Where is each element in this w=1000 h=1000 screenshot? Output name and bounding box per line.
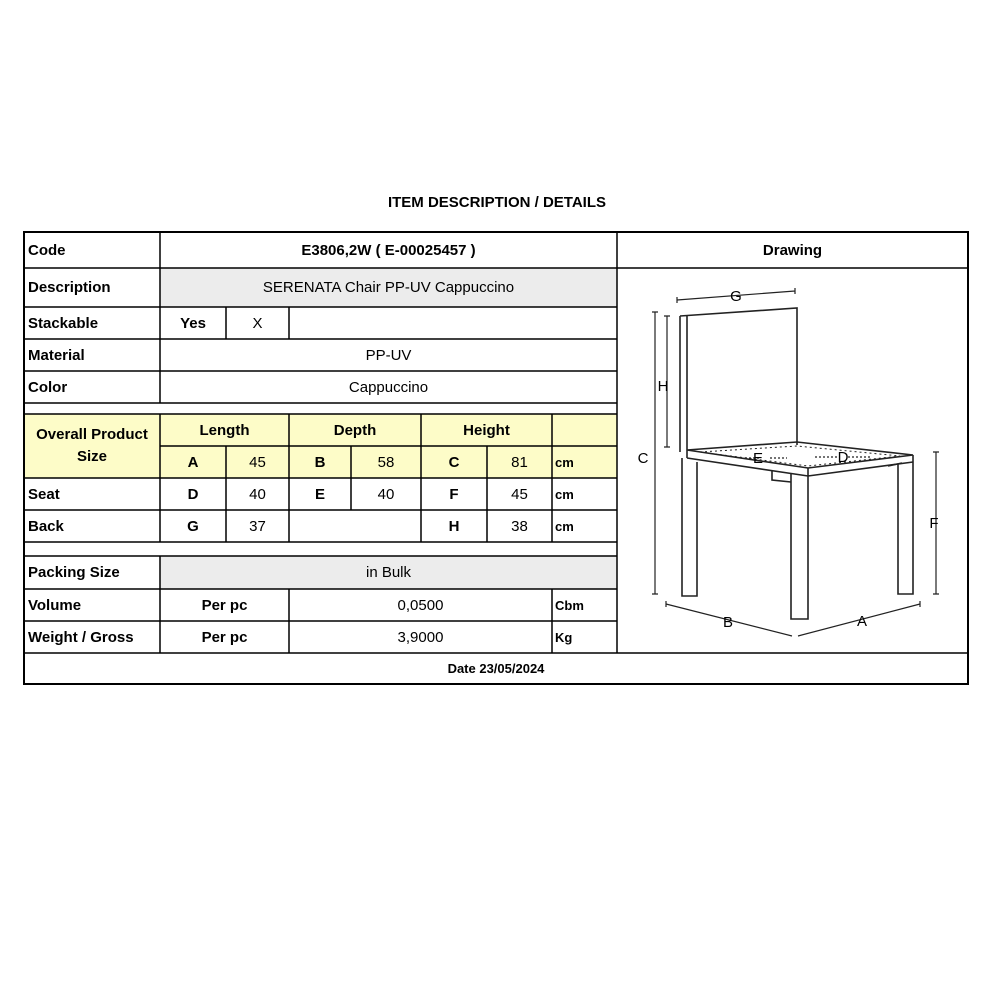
seat-unit: cm (555, 486, 574, 502)
dim-letter-c: C (637, 450, 649, 467)
seat-label: Seat (28, 485, 60, 503)
dim-letter-g: G (730, 288, 742, 305)
color-label: Color (28, 378, 68, 396)
color-value: Cappuccino (348, 378, 429, 396)
back-length-value: 37 (249, 517, 266, 535)
back-height-key: H (448, 517, 460, 535)
packing-label: Packing Size (28, 564, 120, 581)
seat-depth-value: 40 (377, 485, 395, 503)
chair-leg-front-left (682, 458, 697, 596)
seat-height-value: 45 (511, 485, 528, 503)
stackable-value: Yes (180, 314, 206, 332)
packing-value: in Bulk (160, 556, 617, 589)
volume-per: Per pc (201, 596, 248, 614)
chair-leg-back-right (898, 462, 913, 594)
material-value: PP-UV (365, 346, 412, 364)
chair-backrest (680, 308, 797, 452)
overall-depth-key: B (289, 446, 351, 478)
drawing-header: Drawing (762, 241, 823, 259)
depth-header: Depth (289, 414, 421, 446)
document-title: ITEM DESCRIPTION / DETAILS (387, 194, 607, 211)
dim-letter-b: B (722, 614, 734, 631)
overall-height-value: 81 (487, 446, 552, 478)
dim-letter-f: F (929, 515, 939, 532)
overall-size-label-line1: Overall Product (36, 426, 148, 443)
weight-label: Weight / Gross (28, 628, 134, 646)
dim-letter-a: A (856, 613, 868, 630)
code-value: E3806,2W ( E-00025457 ) (301, 241, 476, 259)
volume-value: 0,0500 (397, 596, 444, 614)
back-length-key: G (187, 517, 199, 535)
length-header: Length (160, 414, 289, 446)
stackable-mark: X (252, 314, 263, 332)
seat-depth-key: E (314, 485, 325, 503)
dim-letter-d: D (837, 449, 849, 466)
overall-height-key: C (421, 446, 487, 478)
material-label: Material (28, 346, 85, 364)
overall-unit: cm (552, 446, 617, 478)
description-value: SERENATA Chair PP-UV Cappuccino (160, 268, 617, 307)
dim-letter-h: H (657, 378, 669, 395)
seat-length-value: 40 (249, 485, 266, 503)
back-height-value: 38 (511, 517, 528, 535)
weight-value: 3,9000 (397, 628, 444, 646)
chair-leg-front-right (791, 474, 808, 619)
weight-per: Per pc (201, 628, 248, 646)
volume-label: Volume (28, 596, 82, 614)
overall-depth-value: 58 (351, 446, 421, 478)
stackable-label: Stackable (28, 314, 99, 332)
back-unit: cm (555, 518, 574, 534)
overall-length-value: 45 (226, 446, 289, 478)
height-header: Height (421, 414, 552, 446)
overall-length-key: A (160, 446, 226, 478)
code-label: Code (28, 241, 66, 259)
seat-length-key: D (187, 485, 199, 503)
footer-date: Date 23/05/2024 (447, 661, 545, 676)
seat-height-key: F (449, 485, 459, 503)
dim-letter-e: E (752, 450, 764, 467)
back-label: Back (28, 517, 64, 535)
overall-size-label-line2: Size (76, 448, 107, 465)
description-label: Description (28, 279, 111, 296)
weight-unit: Kg (555, 629, 573, 645)
volume-unit: Cbm (555, 597, 584, 613)
